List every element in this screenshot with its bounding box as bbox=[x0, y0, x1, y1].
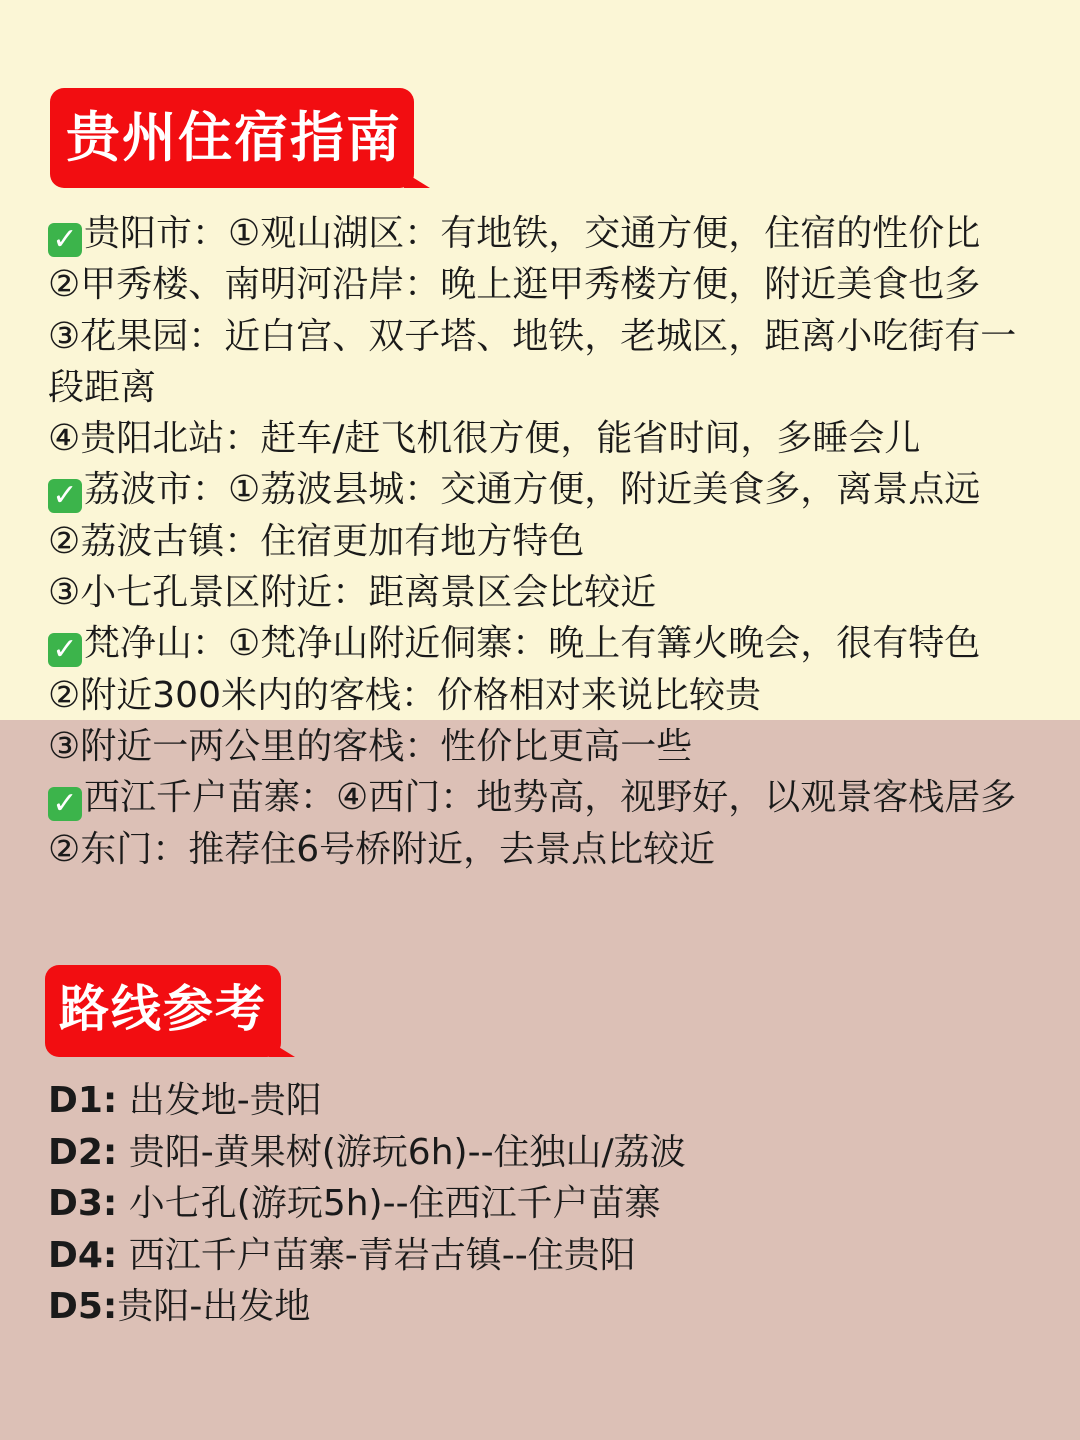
check-mark-icon: ✓ bbox=[48, 479, 82, 513]
route-day-text: 贵阳-黄果树(游玩6h)--住独山/荔波 bbox=[117, 1131, 686, 1173]
route-day-label: D1: bbox=[48, 1080, 118, 1121]
route-day bbox=[48, 1178, 1048, 1230]
guide-line-text: ②附近300米内的客栈：价格相对来说比较贵 bbox=[48, 674, 761, 716]
route-day-text: 出发地-贵阳 bbox=[117, 1080, 322, 1121]
route-day-label: D5: bbox=[48, 1286, 118, 1327]
route-day-label: D4: bbox=[48, 1234, 118, 1276]
accommodation-guide-list bbox=[48, 208, 1058, 875]
guide-line-text: ②东门：推荐住6号桥附近，去景点比较近 bbox=[48, 828, 716, 870]
guide-line bbox=[48, 721, 1058, 772]
guide-line bbox=[48, 259, 1058, 310]
route-itinerary-list bbox=[48, 1075, 1048, 1333]
route-day-label: D3: bbox=[48, 1183, 118, 1224]
route-day-text: 贵阳-出发地 bbox=[117, 1286, 311, 1327]
guide-line-text: ③小七孔景区附近：距离景区会比较近 bbox=[48, 572, 657, 614]
guide-line-text: 西江千户苗寨：④西门：地势高，视野好，以观景客栈居多 bbox=[84, 777, 1017, 819]
guide-line-text: ②甲秀楼、南明河沿岸：晚上逛甲秀楼方便，附近美食也多 bbox=[48, 264, 981, 306]
guide-line-text: ②荔波古镇：住宿更加有地方特色 bbox=[48, 520, 585, 562]
guide-line bbox=[48, 464, 1058, 515]
guide-line bbox=[48, 516, 1058, 567]
route-reference-title: 路线参考 bbox=[59, 980, 267, 1038]
route-day bbox=[48, 1230, 1048, 1282]
guide-line bbox=[48, 413, 1058, 464]
guide-line bbox=[48, 311, 1058, 362]
check-mark-icon: ✓ bbox=[48, 787, 82, 821]
route-reference-title-tag bbox=[45, 965, 281, 1057]
guide-line-text: ④贵阳北站：赶车/赶飞机很方便，能省时间，多睡会儿 bbox=[48, 418, 921, 460]
guide-line bbox=[48, 362, 1058, 413]
guide-line-text: ③花果园：近白宫、双子塔、地铁，老城区，距离小吃街有一 bbox=[48, 315, 1017, 357]
guide-line bbox=[48, 567, 1058, 618]
tag-tail bbox=[404, 172, 430, 188]
guide-line-text: 段距离 bbox=[48, 366, 157, 408]
guide-line-text: 贵阳市：①观山湖区：有地铁，交通方便，住宿的性价比 bbox=[84, 213, 981, 254]
route-day bbox=[48, 1127, 1048, 1179]
check-mark-icon: ✓ bbox=[48, 223, 82, 257]
route-day-text: 小七孔(游玩5h)--住西江千户苗寨 bbox=[117, 1183, 661, 1224]
tag-tail bbox=[269, 1041, 295, 1057]
guide-line bbox=[48, 208, 1058, 259]
guide-line-text: 梵净山：①梵净山附近侗寨：晚上有篝火晚会，很有特色 bbox=[84, 623, 981, 665]
guide-line bbox=[48, 772, 1058, 823]
guide-line bbox=[48, 824, 1058, 875]
guide-line-text: 荔波市：①荔波县城：交通方便，附近美食多，离景点远 bbox=[84, 469, 981, 511]
check-mark-icon: ✓ bbox=[48, 633, 82, 667]
accommodation-guide-title-tag bbox=[50, 88, 414, 188]
route-day-text: 西江千户苗寨-青岩古镇--住贵阳 bbox=[117, 1234, 636, 1276]
guide-line bbox=[48, 670, 1058, 721]
route-day bbox=[48, 1281, 1048, 1333]
route-day bbox=[48, 1075, 1048, 1127]
route-day-label: D2: bbox=[48, 1131, 118, 1173]
guide-line bbox=[48, 618, 1058, 669]
guide-line-text: ③附近一两公里的客栈：性价比更高一些 bbox=[48, 725, 693, 767]
accommodation-guide-title: 贵州住宿指南 bbox=[66, 106, 402, 169]
